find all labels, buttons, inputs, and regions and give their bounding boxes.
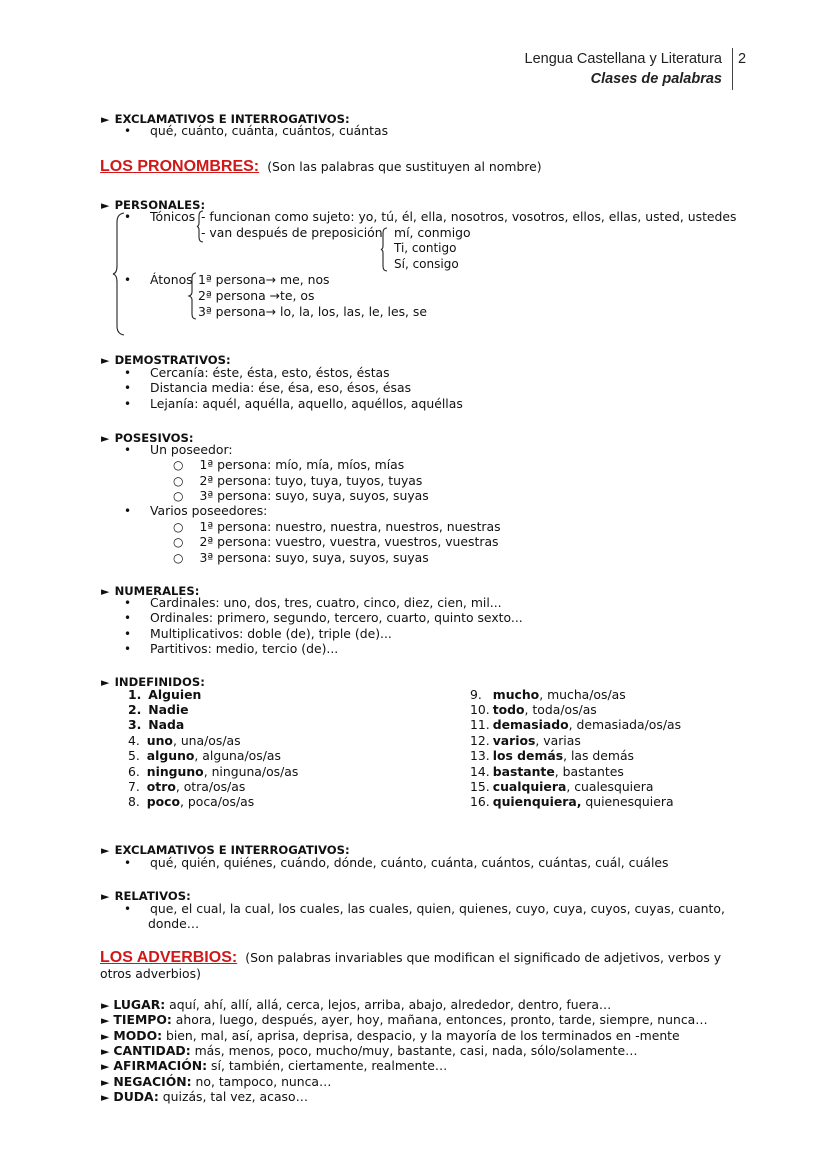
triangle-icon: ► bbox=[101, 999, 110, 1012]
atonos-brace-icon bbox=[189, 272, 198, 320]
circle-bullet-icon: ○ bbox=[173, 520, 184, 534]
triangle-icon: ► bbox=[101, 1014, 110, 1027]
bullet-icon: • bbox=[124, 627, 132, 641]
indefinido-item: 4. uno, una/os/as bbox=[128, 733, 241, 748]
indefinido-item: 1. Alguien bbox=[128, 687, 202, 702]
page-number: 2 bbox=[738, 51, 747, 67]
indefinido-item: 3. Nada bbox=[128, 717, 185, 732]
triangle-icon: ► bbox=[101, 1030, 110, 1043]
indefinido-item: 11. demasiado, demasiada/os/as bbox=[470, 717, 682, 732]
adverbio-item: ► LUGAR: aquí, ahí, allí, allá, cerca, lejos, arriba, abajo, alrededor, dentro, fuera… bbox=[101, 997, 612, 1012]
posesivos-heading: ► POSESIVOS: bbox=[101, 431, 194, 445]
bullet-icon: • bbox=[124, 611, 132, 625]
bullet-icon: • bbox=[124, 273, 132, 287]
sub-list-item: ○ 1ª persona: mío, mía, míos, mías bbox=[173, 457, 405, 472]
indefinido-item: 8. poco, poca/os/as bbox=[128, 794, 255, 809]
list-item: • qué, quién, quiénes, cuándo, dónde, cuánto, cuánta, cuántos, cuántas, cuál, cuáles bbox=[124, 855, 669, 870]
circle-bullet-icon: ○ bbox=[173, 535, 184, 549]
bullet-icon: • bbox=[124, 381, 132, 395]
atonos-line-2: 2ª persona →te, os bbox=[198, 288, 315, 303]
indefinido-item: 7. otro, otra/os/as bbox=[128, 779, 246, 794]
list-item: • Un poseedor: bbox=[124, 442, 233, 457]
triangle-icon: ► bbox=[101, 199, 110, 212]
circle-bullet-icon: ○ bbox=[173, 474, 184, 488]
sub-list-item: ○ 3ª persona: suyo, suya, suyos, suyas bbox=[173, 488, 429, 503]
adverbio-item: ► TIEMPO: ahora, luego, después, ayer, hoy, mañana, entonces, pronto, tarde, siempre, nunca… bbox=[101, 1012, 708, 1027]
triangle-icon: ► bbox=[101, 890, 110, 903]
indefinido-item: 16. quienquiera, quienesquiera bbox=[470, 794, 674, 809]
adverbios-definition-line-2: otros adverbios) bbox=[100, 966, 201, 981]
tonicos-line-2: - van después de preposición bbox=[201, 225, 383, 240]
triangle-icon: ► bbox=[101, 113, 110, 126]
bullet-icon: • bbox=[124, 366, 132, 380]
adverbio-item: ► AFIRMACIÓN: sí, también, ciertamente, realmente… bbox=[101, 1058, 448, 1073]
list-item: • Cercanía: éste, ésta, esto, éstos, éstas bbox=[124, 365, 390, 380]
sub-list-item: ○ 2ª persona: tuyo, tuya, tuyos, tuyas bbox=[173, 473, 423, 488]
indefinido-item: 10. todo, toda/os/as bbox=[470, 702, 597, 717]
exclamativos-top-heading: ► EXCLAMATIVOS E INTERROGATIVOS: bbox=[101, 112, 350, 126]
preposicion-brace-icon bbox=[381, 227, 389, 272]
bullet-icon: • bbox=[124, 856, 132, 870]
list-item: • Varios poseedores: bbox=[124, 503, 268, 518]
sub-list-item: ○ 1ª persona: nuestro, nuestra, nuestros, nuestras bbox=[173, 519, 501, 534]
relativos-line-2: donde… bbox=[148, 916, 200, 931]
list-item: • Ordinales: primero, segundo, tercero, cuarto, quinto sexto... bbox=[124, 610, 523, 625]
triangle-icon: ► bbox=[101, 1060, 110, 1073]
triangle-icon: ► bbox=[101, 354, 110, 367]
bullet-icon: • bbox=[124, 504, 132, 518]
exclamativos-bottom-heading: ► EXCLAMATIVOS E INTERROGATIVOS: bbox=[101, 843, 350, 857]
triangle-icon: ► bbox=[101, 1045, 110, 1058]
circle-bullet-icon: ○ bbox=[173, 458, 184, 472]
pronombres-title: LOS PRONOMBRES: (Son las palabras que sustituyen al nombre) bbox=[100, 158, 542, 175]
bullet-icon: • bbox=[124, 124, 132, 138]
list-item: • Lejanía: aquél, aquélla, aquello, aquéllos, aquéllas bbox=[124, 396, 463, 411]
list-item: • qué, cuánto, cuánta, cuántos, cuántas bbox=[124, 123, 389, 138]
circle-bullet-icon: ○ bbox=[173, 489, 184, 503]
list-item: • que, el cual, la cual, los cuales, las cuales, quien, quienes, cuyo, cuya, cuyos, cuyas, cuanto, bbox=[124, 901, 725, 916]
adverbios-title: LOS ADVERBIOS: (Son palabras invariables que modifican el significado de adjetivos, verbos y bbox=[100, 949, 722, 966]
tonicos-line-1: - funcionan como sujeto: yo, tú, él, ella, nosotros, vosotros, ellos, ellas, usted, ustedes bbox=[201, 209, 737, 224]
triangle-icon: ► bbox=[101, 844, 110, 857]
indefinido-item: 9. mucho, mucha/os/as bbox=[470, 687, 626, 702]
preposicion-form-1: mí, conmigo bbox=[394, 225, 471, 240]
indefinido-item: 12. varios, varias bbox=[470, 733, 581, 748]
adverbio-item: ► DUDA: quizás, tal vez, acaso… bbox=[101, 1089, 308, 1104]
bullet-icon: • bbox=[124, 397, 132, 411]
tonicos-item: • Tónicos bbox=[124, 209, 196, 224]
atonos-line-3: 3ª persona→ lo, la, los, las, le, les, se bbox=[198, 304, 428, 319]
list-item: • Multiplicativos: doble (de), triple (de)... bbox=[124, 626, 392, 641]
triangle-icon: ► bbox=[101, 1076, 110, 1089]
bullet-icon: • bbox=[124, 902, 132, 916]
list-item: • Distancia media: ése, ésa, eso, ésos, ésas bbox=[124, 380, 412, 395]
atonos-line-1: 1ª persona→ me, nos bbox=[198, 272, 330, 287]
triangle-icon: ► bbox=[101, 432, 110, 445]
adverbio-item: ► NEGACIÓN: no, tampoco, nunca… bbox=[101, 1074, 332, 1089]
header-subtitle: Clases de palabras bbox=[590, 71, 722, 87]
indefinidos-heading: ► INDEFINIDOS: bbox=[101, 675, 205, 689]
sub-list-item: ○ 2ª persona: vuestro, vuestra, vuestros, vuestras bbox=[173, 534, 499, 549]
preposicion-form-2: Ti, contigo bbox=[394, 241, 457, 255]
demostrativos-heading: ► DEMOSTRATIVOS: bbox=[101, 353, 231, 367]
indefinido-item: 6. ninguno, ninguna/os/as bbox=[128, 764, 299, 779]
list-item: • Cardinales: uno, dos, tres, cuatro, cinco, diez, cien, mil... bbox=[124, 595, 502, 610]
header-divider bbox=[732, 48, 733, 90]
circle-bullet-icon: ○ bbox=[173, 551, 184, 565]
indefinido-item: 5. alguno, alguna/os/as bbox=[128, 748, 281, 763]
bullet-icon: • bbox=[124, 210, 132, 224]
bullet-icon: • bbox=[124, 596, 132, 610]
header-title: Lengua Castellana y Literatura bbox=[524, 51, 722, 67]
indefinido-item: 13. los demás, las demás bbox=[470, 748, 635, 763]
triangle-icon: ► bbox=[101, 1091, 110, 1104]
triangle-icon: ► bbox=[101, 676, 110, 689]
list-item: • Partitivos: medio, tercio (de)... bbox=[124, 641, 339, 656]
indefinido-item: 2. Nadie bbox=[128, 702, 189, 717]
preposicion-form-3: Sí, consigo bbox=[394, 257, 459, 271]
relativos-heading: ► RELATIVOS: bbox=[101, 889, 191, 903]
atonos-item: • Átonos bbox=[124, 272, 193, 287]
bullet-icon: • bbox=[124, 443, 132, 457]
adverbio-item: ► CANTIDAD: más, menos, poco, mucho/muy, bastante, casi, nada, sólo/solamente… bbox=[101, 1043, 638, 1058]
personales-heading: ► PERSONALES: bbox=[101, 198, 206, 212]
sub-list-item: ○ 3ª persona: suyo, suya, suyos, suyas bbox=[173, 550, 429, 565]
bullet-icon: • bbox=[124, 642, 132, 656]
adverbio-item: ► MODO: bien, mal, así, aprisa, deprisa, despacio, y la mayoría de los terminados en -mente bbox=[101, 1028, 680, 1043]
indefinido-item: 15. cualquiera, cualesquiera bbox=[470, 779, 654, 794]
triangle-icon: ► bbox=[101, 585, 110, 598]
numerales-heading: ► NUMERALES: bbox=[101, 584, 200, 598]
indefinido-item: 14. bastante, bastantes bbox=[470, 764, 624, 779]
